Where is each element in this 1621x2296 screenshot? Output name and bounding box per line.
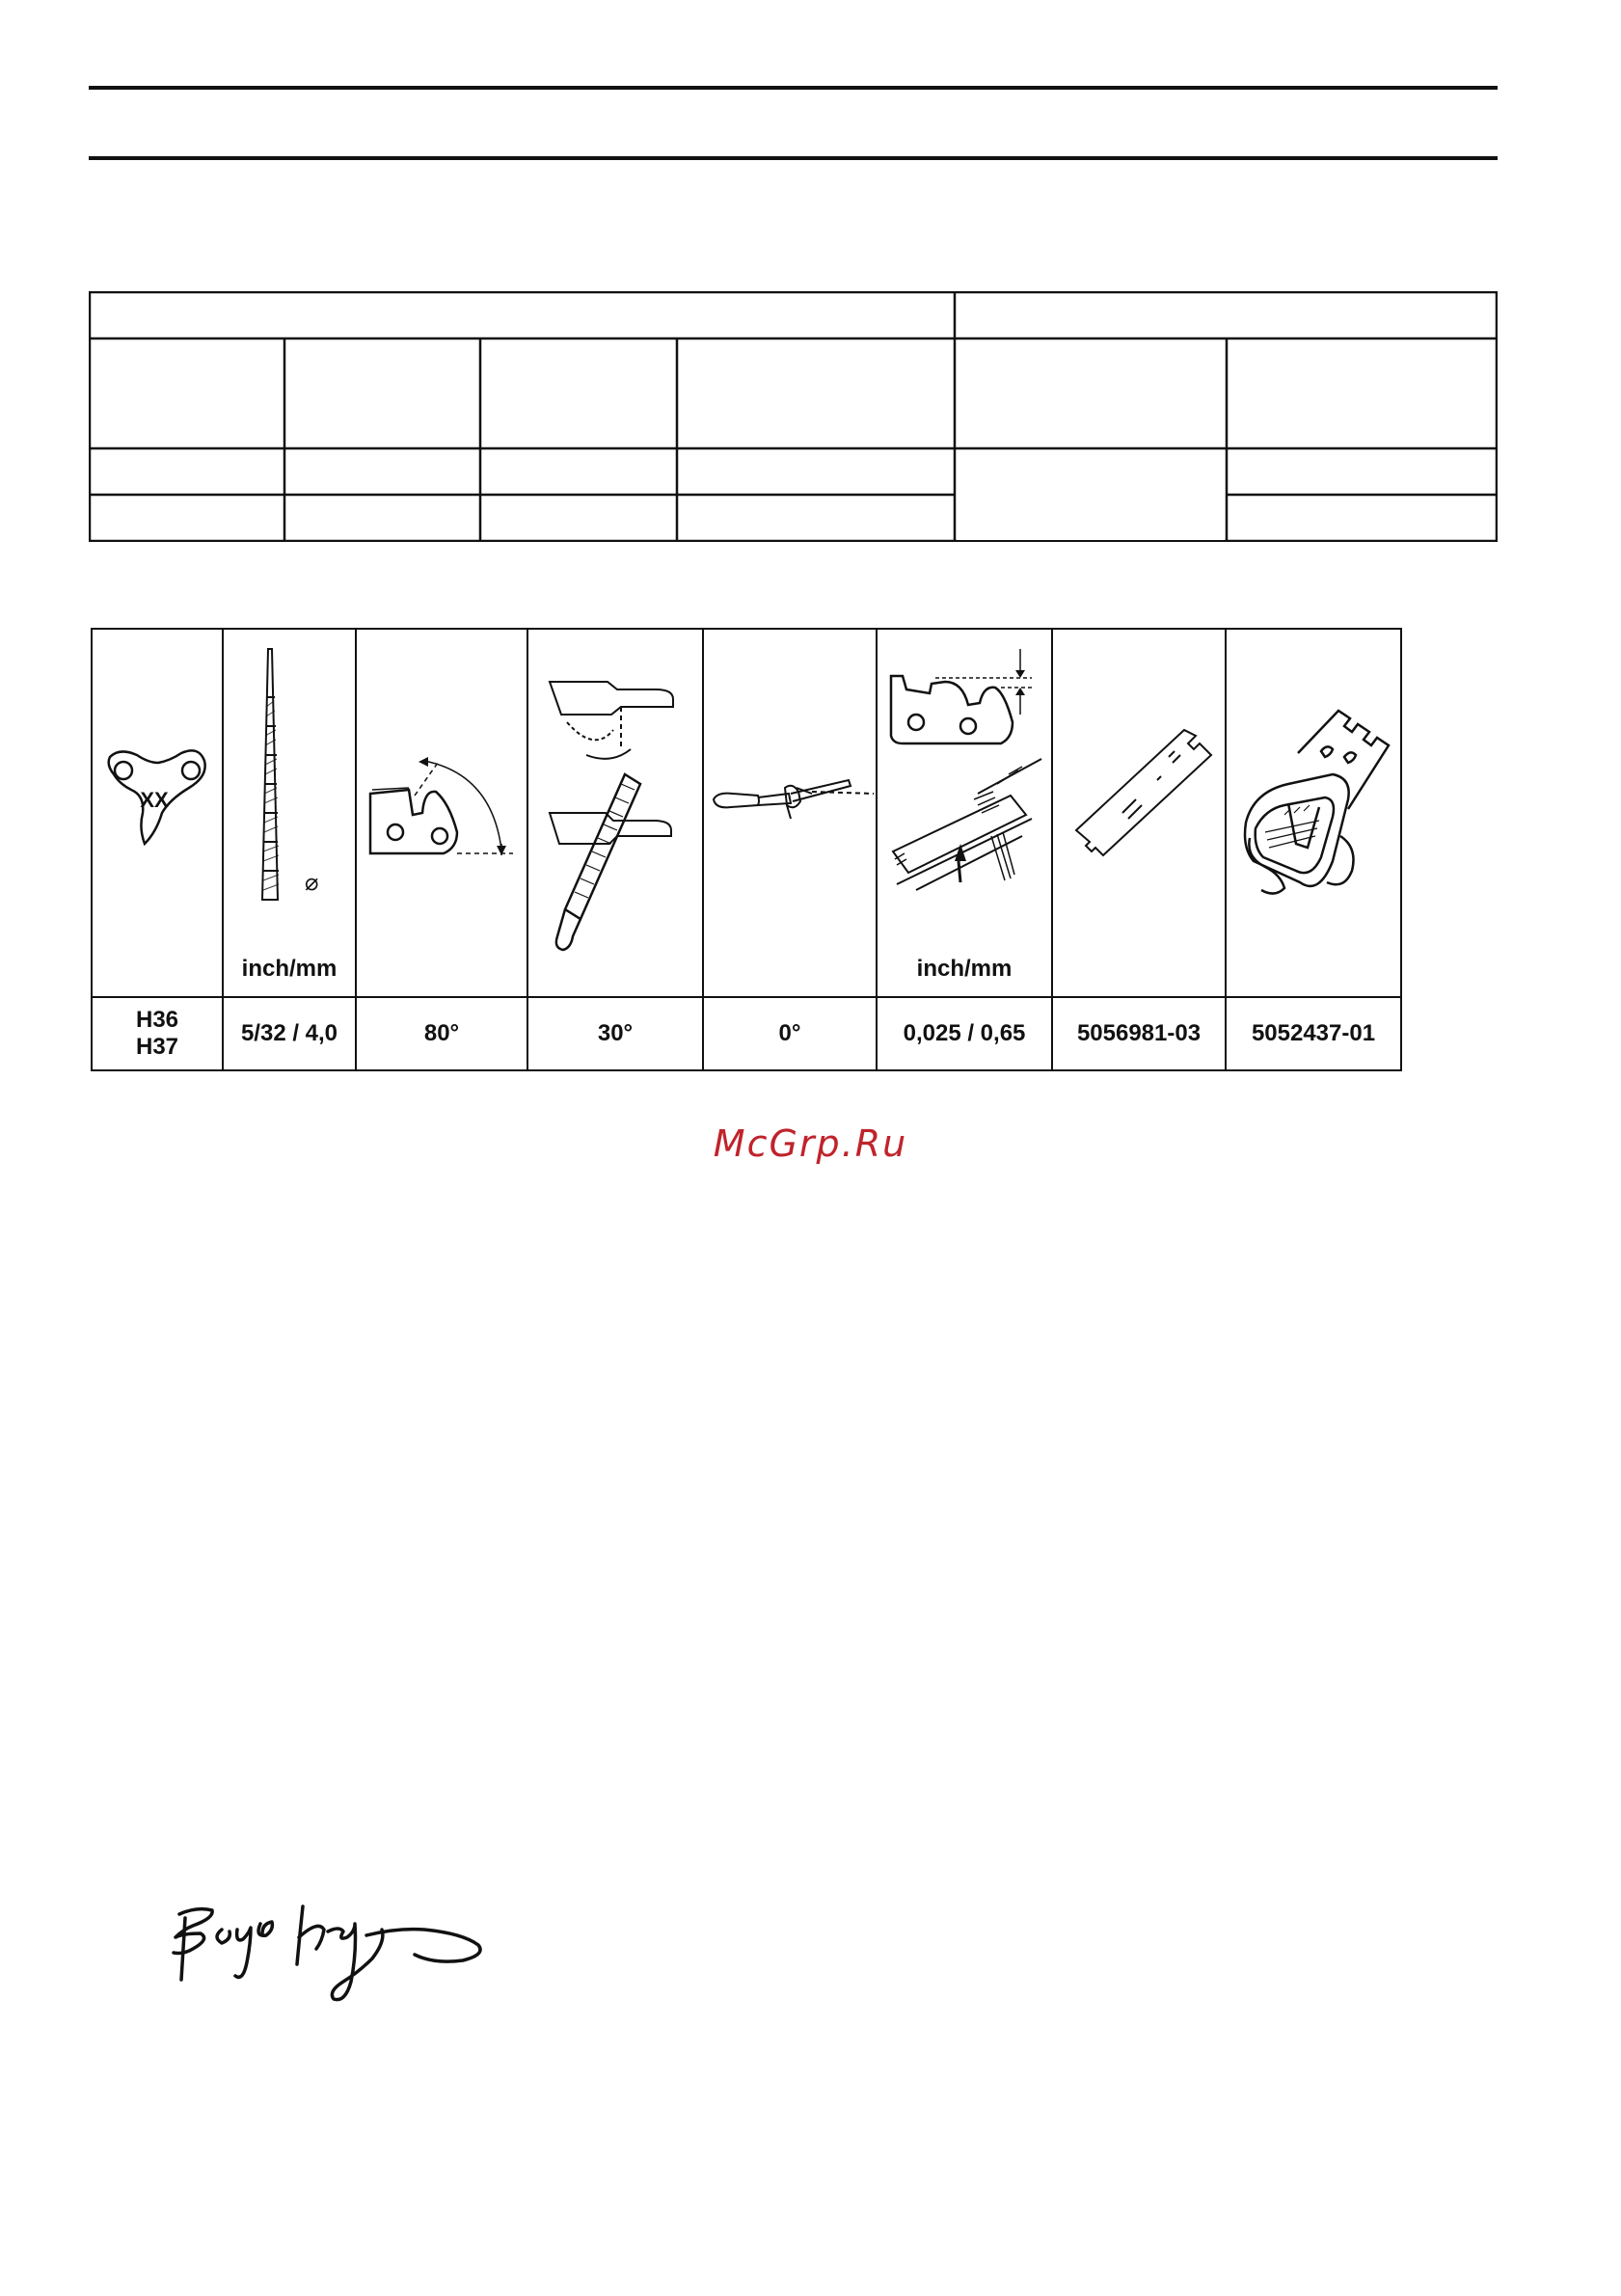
header-rule-bottom [89,156,1498,160]
sharpening-table [91,628,1402,1071]
watermark: McGrp.Ru [713,1122,908,1165]
file-guide-icon [1227,630,1402,996]
file-angle-cell [527,629,703,997]
specification-grid [89,291,1498,542]
signature-icon [154,1895,511,2044]
svg-text:XX: XX [140,788,169,812]
file-diameter-cell [223,629,356,997]
chain-code-values [92,997,223,1070]
file-guide-cell [1226,629,1401,997]
depth-gauge-tool-icon [1053,630,1227,996]
top-plate-angle-value: 80° [356,997,527,1070]
svg-text:⌀: ⌀ [305,869,319,896]
tilt-angle-cell [703,629,877,997]
header-rule-top [89,86,1498,90]
round-file-icon [224,630,357,996]
chain-code-1: H36 [135,1007,179,1033]
file-holder-icon [704,630,878,996]
top-plate-angle-cell [356,629,527,997]
values-row [92,997,1401,1070]
file-angle-icon [528,630,704,996]
depth-gauge-tool-cell [1052,629,1226,997]
depth-gauge-icon [878,630,1053,996]
illustration-row [92,629,1401,997]
file-angle-value: 30° [527,997,703,1070]
chain-link-icon [93,630,224,996]
depth-gauge-tool-part-number: 5056981-03 [1052,997,1226,1070]
depth-gauge-setting-value: 0,025 / 0,65 [877,997,1052,1070]
depth-gauge-cell [877,629,1052,997]
file-diameter-unit: inch/mm [241,956,338,982]
chain-link-cell [92,629,223,997]
file-holder-part-number: 5052437-01 [1226,997,1401,1070]
depth-gauge-unit: inch/mm [916,956,1013,982]
file-size-value: 5/32 / 4,0 [223,997,356,1070]
chain-code-2: H37 [135,1034,179,1060]
top-plate-angle-icon [357,630,528,996]
tilt-angle-value: 0° [703,997,877,1070]
